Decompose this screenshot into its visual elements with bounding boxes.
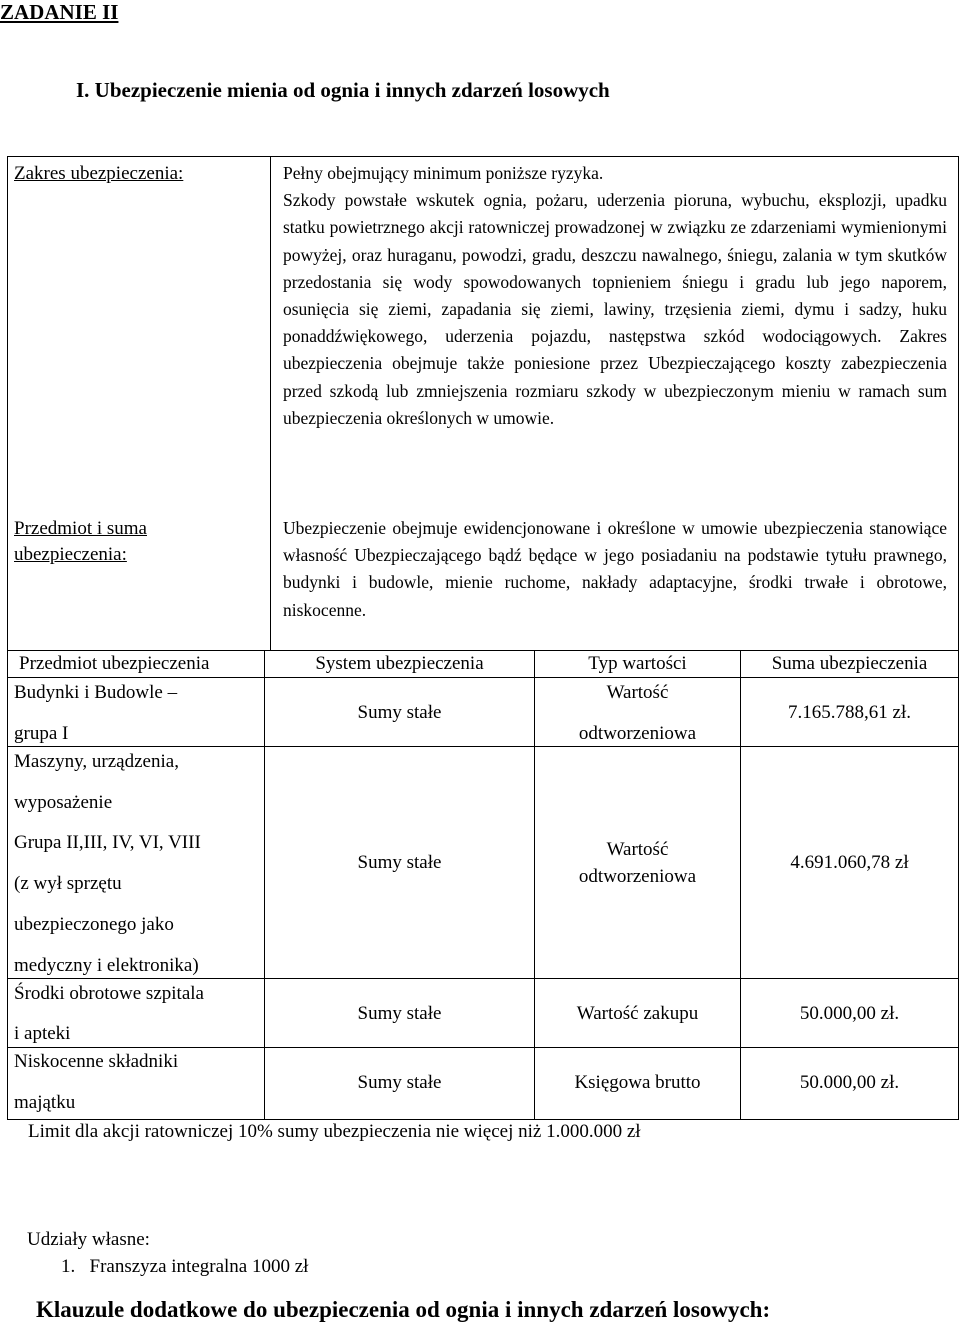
table-header-bottom-line — [7, 677, 959, 678]
row3-bottom-line — [7, 1047, 959, 1048]
subject-text: Ubezpieczenie obejmuje ewidencjonowane i określone w umowie ubezpieczenia stanowiące własność Ubezpieczającego bądź będące w jego posiadaniu na podstawie tytułu prawnego, budynki i budowle, mienie ruchome, nakłady adaptacyjne, środki trwałe i obrotowe, niskocenne. — [283, 518, 947, 620]
row2-subject-line-2: wyposażenie — [14, 792, 113, 813]
row3-sum: 50.000,00 zł. — [799, 1003, 900, 1024]
deductibles-label: Udziały własne: — [27, 1229, 150, 1250]
scope-details: Szkody powstałe wskutek ognia, pożaru, uderzenia pioruna, wybuchu, eksplozji, upadku statku powietrznego akcji ratowniczej prowadzonej w związku ze zdarzeniami wymienionymi powyżej, oraz huraganu, powodzi, gradu, deszczu nawalnego, śniegu, zalania w tym skutków przedostania się wody spowodowanych topnieniem śniegu i gradu lub jego naporem, osunięcia się ziemi, zapadania się ziemi, lawiny, trzęsienia ziemi, dymu i sadzy, huku ponaddźwiękowego, uderzenia pojazdu, następstwa szkód wodociągowych. Zakres ubezpieczenia obejmuje także poniesione przez Ubezpieczającego koszty zabezpieczenia przed szkodą lub zmniejszenia rozmiaru szkody w ubezpieczonym mieniu w ramach sum ubezpieczenia określonych w umowie. — [283, 190, 947, 428]
subject-label — [14, 516, 147, 568]
header-subject: Przedmiot ubezpieczenia — [19, 653, 210, 674]
row1-bottom-line — [7, 746, 959, 747]
rescue-limit-note: Limit dla akcji ratowniczej 10% sumy ubezpieczenia nie więcej niż 1.000.000 zł — [28, 1121, 641, 1142]
row2-subject-line-4: (z wył sprzętu — [14, 873, 122, 894]
row3-system: Sumy stałe — [357, 1003, 442, 1024]
row1-value-type-line-1: Wartość — [606, 682, 669, 703]
row1-system: Sumy stałe — [357, 702, 442, 723]
subject-label-line-2: ubezpieczenia: — [14, 544, 127, 565]
row4-system: Sumy stałe — [357, 1072, 442, 1093]
row2-subject-line-6: medyczny i elektronika) — [14, 955, 199, 976]
row3-subject-line-2: i apteki — [14, 1023, 71, 1044]
page-title: ZADANIE II — [0, 0, 119, 24]
table-header-top-line — [7, 650, 959, 651]
scope-text — [283, 160, 947, 432]
row2-subject-line-1: Maszyny, urządzenia, — [14, 751, 179, 772]
clauses-title: Klauzule dodatkowe do ubezpieczenia od ognia i innych zdarzeń losowych: — [36, 1297, 771, 1322]
row1-subject-line-2: grupa I — [14, 723, 69, 744]
section-title: I. Ubezpieczenie mienia od ognia i innych zdarzeń losowych — [76, 78, 610, 102]
label-column-divider — [270, 156, 271, 650]
frame-left-line — [7, 156, 8, 1120]
header-system: System ubezpieczenia — [315, 653, 484, 674]
row2-subject-line-5: ubezpieczonego jako — [14, 914, 174, 935]
scope-label: Zakres ubezpieczenia: — [14, 163, 184, 184]
row2-sum: 4.691.060,78 zł — [790, 852, 909, 873]
deductible-item: 1. Franszyza integralna 1000 zł — [61, 1256, 309, 1277]
row2-value-type-line-1: Wartość — [606, 839, 669, 860]
row4-subject-line-2: majątku — [14, 1092, 76, 1113]
table-bottom-line — [7, 1119, 959, 1120]
row4-value-type: Księgowa brutto — [574, 1072, 701, 1093]
header-value-type: Typ wartości — [588, 653, 687, 674]
row4-subject-line-1: Niskocenne składniki — [14, 1051, 179, 1072]
row1-value-type-line-2: odtworzeniowa — [578, 723, 697, 744]
frame-top-line — [7, 156, 959, 157]
row2-subject-line-3: Grupa II,III, IV, VI, VIII — [14, 832, 201, 853]
row2-value-type-line-2: odtworzeniowa — [578, 866, 697, 887]
header-sum: Suma ubezpieczenia — [771, 653, 928, 674]
row2-system: Sumy stałe — [357, 852, 442, 873]
subject-label-line-1: Przedmiot i suma — [14, 518, 147, 539]
row1-subject-line-1: Budynki i Budowle – — [14, 682, 178, 703]
row1-sum: 7.165.788,61 zł. — [788, 702, 911, 723]
row3-value-type: Wartość zakupu — [576, 1003, 699, 1024]
row4-sum: 50.000,00 zł. — [799, 1072, 900, 1093]
row2-bottom-line — [7, 978, 959, 979]
row3-subject-line-1: Środki obrotowe szpitala — [14, 983, 204, 1004]
frame-right-line — [958, 156, 959, 1120]
scope-intro: Pełny obejmujący minimum poniższe ryzyka. — [283, 163, 604, 183]
